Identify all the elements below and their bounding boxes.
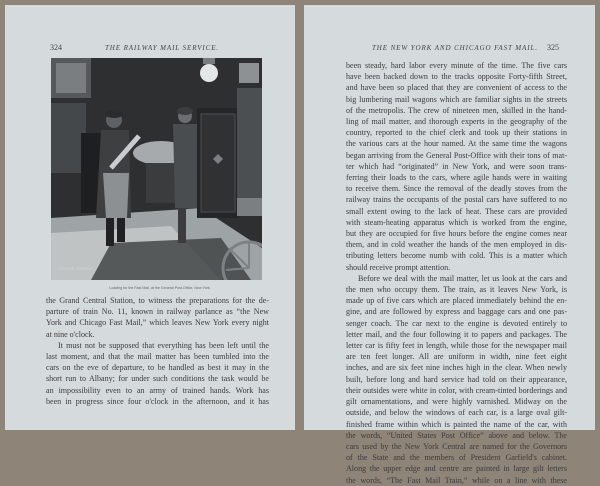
text-line: been in progress since four o'clock in the afternoon, and it has: [46, 396, 269, 406]
text-line: and have been so placed that they are convenient of access to the: [346, 83, 567, 93]
text-line: the words, “The Fast Mail Train,” while on a line with these: [346, 475, 567, 485]
text-line: to receive them. Since the removal of the deadly stoves from the: [346, 184, 567, 194]
text-line: built, before long and hard service had told on their appearance,: [346, 374, 567, 384]
text-line: made up of five cars which are placed immediately behind the en-: [346, 296, 567, 306]
page-number: 325: [547, 43, 559, 52]
illustration: [51, 58, 262, 280]
text-line: the Grand Central Station, to witness the preparations for the de-: [46, 296, 269, 305]
text-line: It must not be supposed that everything has been left until the: [58, 340, 269, 350]
text-line: began arriving from the General Post-Office with their tons of mat-: [346, 150, 567, 160]
text-line: York and Chicago Fast Mail,” which leaves New York every night: [46, 318, 269, 328]
text-line: gine, and are followed by express and baggage cars and one pas-: [346, 307, 567, 317]
left-page: [5, 5, 295, 430]
body-text: [346, 60, 567, 486]
text-line: senger coach. The car next to the engine is devoted entirely to: [346, 318, 567, 328]
text-line: last moment, and that the mail matter has been tumbled into the: [46, 352, 269, 362]
text-line: outside, and below the windows of each car, is a large oval gilt-: [346, 408, 567, 418]
body-text: [46, 295, 269, 407]
artist-signature: Garnett Jamison: [59, 267, 93, 272]
text-line: tributing letters become numb with cold. This is a matter which: [346, 251, 567, 261]
running-head: THE NEW YORK AND CHICAGO FAST MAIL.: [372, 44, 538, 52]
text-line: inches, and are six feet nine inches high in the clear. When newly: [346, 363, 567, 373]
page-number: 324: [50, 43, 62, 52]
text-line: cars used by the New York Central are named for the Governors: [346, 441, 567, 451]
text-line: gilt ornamentations, and were highly varnished. Midway on the: [346, 397, 567, 407]
text-line: but they are occupied for five hours before the engine comes near: [346, 229, 567, 239]
text-line: cars on the eve of departure, to be handled as best it may in the: [46, 363, 269, 373]
text-line: Before we deal with the mail matter, let us look at the cars and: [358, 273, 567, 283]
text-line: have been backed down to the tracks opposite Forty-fifth Street,: [346, 72, 567, 82]
text-line: parture of train No. 11, known in railway parlance as “the New: [46, 307, 269, 317]
text-line: with steam-heating apparatus which is worked from the engine,: [346, 217, 567, 227]
text-line: them, and in cold weather the hands of the men employed in dis-: [346, 240, 567, 250]
text-line: should receive prompt attention.: [346, 262, 451, 272]
text-line: finished frame within which is painted the name of the car, with: [346, 419, 567, 429]
text-line: are ten feet longer. All are uniform in width, nine feet eight: [346, 352, 567, 362]
text-line: letter car is fifty feet in length, while those for the newspaper mail: [346, 341, 567, 351]
text-line: ferring their loads to the cars, where agile hands were in waiting: [346, 173, 567, 183]
text-line: at nine o'clock.: [46, 329, 95, 339]
text-line: of the metropolis. The crew of nineteen men, skilled in the hand-: [346, 105, 567, 115]
text-line: an impossibility even to an army of trained hands. Work has: [46, 385, 269, 395]
text-line: Along the upper edge and centre are painted in large gilt letters: [346, 464, 567, 474]
text-line: country, reported to the chief clerk and took up their stations in: [346, 128, 567, 138]
text-line: the men who occupy them. The train, as it leaves New York, is: [346, 285, 567, 295]
text-line: big lumbering mail wagons which are familiar sights in the streets: [346, 94, 567, 104]
illustration-caption: Loading for the Fast Mail, at the General Post-Office, New York.: [109, 286, 211, 290]
running-head: THE RAILWAY MAIL SERVICE.: [105, 44, 220, 52]
text-line: letter mail, and the four following it to papers and packages. The: [346, 329, 567, 339]
right-page: [304, 5, 595, 485]
text-line: of the State and the members of President Garfield's cabinet.: [346, 453, 567, 463]
text-line: their outsides were white in color, with cream-tinted borderings and: [346, 385, 567, 395]
text-line: the words, “United States Post Office” above and below. The: [346, 430, 567, 440]
text-line: ling of mail matter, and thorough experts in the geography of the: [346, 117, 567, 127]
text-line: the various cars at the hour named. At the same time the wagons: [346, 139, 567, 149]
text-line: ter which had “originated” in New York, and were soon trans-: [346, 161, 567, 171]
text-line: railway trains the occupants of the postal cars have suffered to no: [346, 195, 567, 205]
text-line: been steady, hard labor every minute of the time. The five cars: [346, 61, 567, 70]
text-line: small extent owing to the lack of heat. These cars are provided: [346, 206, 567, 216]
engraving-image: [51, 58, 262, 280]
text-line: short run to Albany; for under such conditions the task would be: [46, 374, 269, 384]
